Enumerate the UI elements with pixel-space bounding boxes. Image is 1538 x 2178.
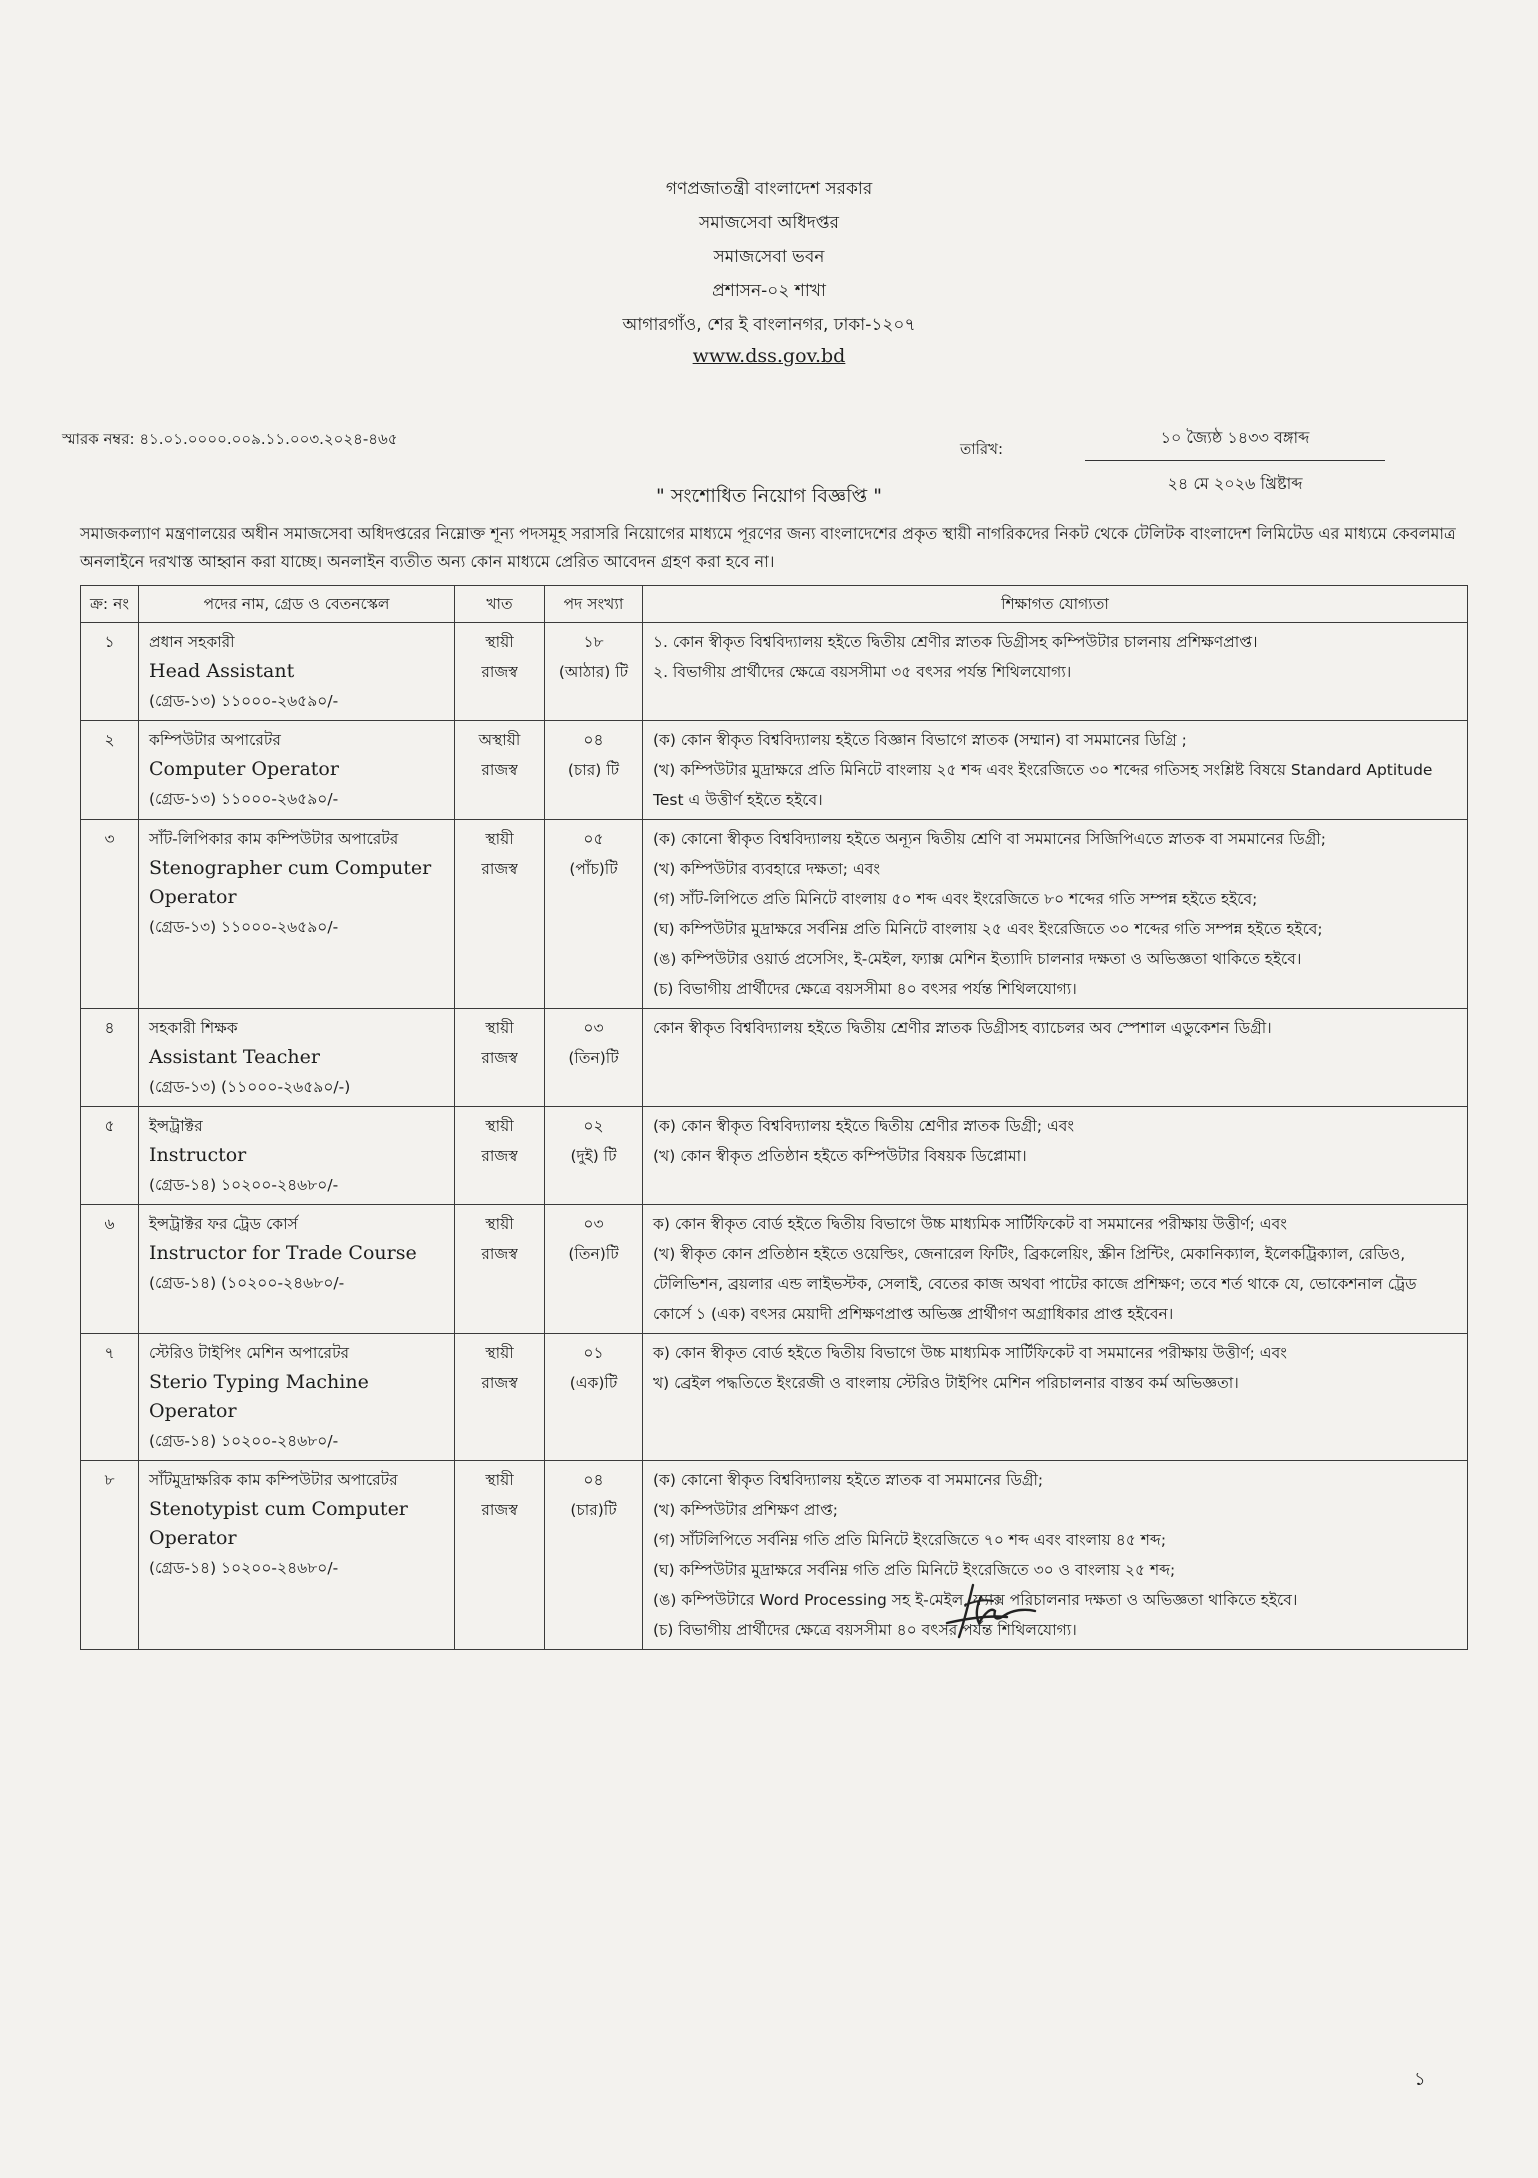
- post-name-english: Sterio Typing Machine Operator: [149, 1371, 369, 1422]
- post-name-bangla: সাঁটমুদ্রাক্ষরিক কাম কম্পিউটার অপারেটর: [149, 1471, 398, 1489]
- post-count-line: ০৩: [583, 1215, 604, 1233]
- budget-head-line: রাজস্ব: [481, 1501, 518, 1519]
- qualification-cell: [643, 1107, 1468, 1205]
- qualification-item: ২. বিভাগীয় প্রার্থীদের ক্ষেত্রে বয়সসীমা ৩৫ বৎসর পর্যন্ত শিথিলযোগ্য।: [653, 663, 1072, 681]
- qualification-item: (চ) বিভাগীয় প্রার্থীদের ক্ষেত্রে বয়সসীমা ৪০ বৎসর পর্যন্ত শিথিলযোগ্য।: [653, 980, 1077, 998]
- post-count-line: (চার)টি: [570, 1501, 617, 1519]
- budget-head-line: স্থায়ী: [485, 633, 514, 651]
- post-grade: (গ্রেড-১৩) ১১০০০-২৬৫৯০/-: [149, 790, 339, 808]
- qualification-item: (ঘ) কম্পিউটার মুদ্রাক্ষরে সর্বনিম্ন গতি প্রতি মিনিটে ইংরেজিতে ৩০ ও বাংলায় ২৫ শব্দ;: [653, 1561, 1176, 1579]
- budget-head-cell: [455, 623, 545, 721]
- qualification-item: (খ) কম্পিউটার মুদ্রাক্ষরে প্রতি মিনিটে বাংলায় ২৫ শব্দ এবং ইংরেজিতে ৩০ শব্দের গতিসহ সংশ্লিষ্ট বিষয়ে Standard Aptitude Test এ উত্তীর্ণ হইতে হইবে।: [653, 761, 1433, 809]
- budget-head-line: রাজস্ব: [481, 761, 518, 779]
- post-count-cell: [545, 1107, 643, 1205]
- notice-intro: সমাজকল্যাণ মন্ত্রণালয়ের অধীন সমাজসেবা অধিদপ্তরের নিম্নোক্ত শূন্য পদসমূহ সরাসরি নিয়োগের মাধ্যমে পূরণের জন্য বাংলাদেশের প্রকৃত স্থায়ী নাগরিকদের নিকট থেকে টেলিটক বাংলাদেশ লিমিটেড এর মাধ্যমে কেবলমাত্র অনলাইনে দরখাস্ত আহ্বান করা যাচ্ছে। অনলাইন ব্যতীত অন্য কোন মাধ্যমে প্রেরিত আবেদন গ্রহণ করা হবে না।: [80, 524, 1456, 571]
- table-row: [81, 1107, 1468, 1205]
- post-cell: [139, 820, 455, 1009]
- post-count-line: ০১: [583, 1344, 604, 1362]
- post-count-line: (পাঁচ)টি: [569, 860, 618, 878]
- post-count-line: ১৮: [583, 633, 604, 651]
- post-name-bangla: সাঁট-লিপিকার কাম কম্পিউটার অপারেটর: [149, 830, 399, 848]
- post-count-cell: [545, 1205, 643, 1334]
- qualification-item: ১. কোন স্বীকৃত বিশ্ববিদ্যালয় হইতে দ্বিতীয় শ্রেণীর স্নাতক ডিগ্রীসহ কম্পিউটার চালনায় প্রশিক্ষণপ্রাপ্ত।: [653, 633, 1258, 651]
- table-header-row: [81, 586, 1468, 623]
- budget-head-cell: [455, 1107, 545, 1205]
- serial-cell: ৪: [81, 1009, 139, 1107]
- post-cell: [139, 623, 455, 721]
- header-line-section: প্রশাসন-০২ শাখা: [712, 281, 826, 301]
- budget-head-cell: [455, 1461, 545, 1650]
- header-qualification: শিক্ষাগত যোগ্যতা: [643, 586, 1468, 623]
- post-grade: (গ্রেড-১৪) ১০২০০-২৪৬৮০/-: [149, 1559, 339, 1577]
- post-count-line: (এক)টি: [569, 1374, 618, 1392]
- qualification-item: ক) কোন স্বীকৃত বোর্ড হইতে দ্বিতীয় বিভাগে উচ্চ মাধ্যমিক সার্টিফিকেট বা সমমানের পরীক্ষায় উত্তীর্ণ; এবং: [653, 1344, 1287, 1362]
- qualification-item: (ঙ) কম্পিউটারে Word Processing সহ ই-মেইল, ফ্যাক্স পরিচালনার দক্ষতা ও অভিজ্ঞতা থাকিতে হইবে।: [653, 1591, 1298, 1609]
- qualification-item: খ) ব্রেইল পদ্ধতিতে ইংরেজী ও বাংলায় স্টেরিও টাইপিং মেশিন পরিচালনার বাস্তব কর্ম অভিজ্ঞতা।: [653, 1374, 1239, 1392]
- post-grade: (গ্রেড-১৪) ১০২০০-২৪৬৮০/-: [149, 1176, 339, 1194]
- vacancy-table: [80, 585, 1468, 1650]
- post-name-english: Computer Operator: [149, 758, 339, 780]
- budget-head-line: স্থায়ী: [485, 830, 514, 848]
- budget-head-line: অস্থায়ী: [478, 731, 521, 749]
- table-row: [81, 1205, 1468, 1334]
- budget-head-line: রাজস্ব: [481, 1374, 518, 1392]
- header-post: পদের নাম, গ্রেড ও বেতনস্কেল: [139, 586, 455, 623]
- budget-head-cell: [455, 721, 545, 820]
- post-count-line: ০৪: [583, 1471, 604, 1489]
- table-row: [81, 1334, 1468, 1461]
- budget-head-line: স্থায়ী: [485, 1471, 514, 1489]
- table-row: [81, 1461, 1468, 1650]
- budget-head-cell: [455, 820, 545, 1009]
- post-cell: [139, 1334, 455, 1461]
- serial-cell: ৭: [81, 1334, 139, 1461]
- post-count-line: ০৫: [583, 830, 604, 848]
- qualification-cell: [643, 820, 1468, 1009]
- qualification-item: (ঙ) কম্পিউটার ওয়ার্ড প্রসেসিং, ই-মেইল, ফ্যাক্স মেশিন ইত্যাদি চালনার দক্ষতা ও অভিজ্ঞতা থাকিতে হইবে।: [653, 950, 1302, 968]
- budget-head-line: রাজস্ব: [481, 1049, 518, 1067]
- post-count-line: ০২: [583, 1117, 604, 1135]
- post-grade: (গ্রেড-১৪) ১০২০০-২৪৬৮০/-: [149, 1432, 339, 1450]
- budget-head-line: স্থায়ী: [485, 1019, 514, 1037]
- post-name-english: Instructor: [149, 1144, 247, 1166]
- letterhead: [0, 172, 1538, 367]
- table-row: [81, 1009, 1468, 1107]
- post-cell: [139, 721, 455, 820]
- header-line-building: সমাজসেবা ভবন: [713, 247, 825, 267]
- qualification-item: (ক) কোন স্বীকৃত বিশ্ববিদ্যালয় হইতে দ্বিতীয় শ্রেণীর স্নাতক ডিগ্রী; এবং: [653, 1117, 1075, 1135]
- qualification-item: (গ) সাঁট-লিপিতে প্রতি মিনিটে বাংলায় ৫০ শব্দ এবং ইংরেজিতে ৮০ শব্দের গতি সম্পন্ন হইতে হইবে;: [653, 890, 1258, 908]
- qualification-item: (খ) কম্পিউটার ব্যবহারে দক্ষতা; এবং: [653, 860, 881, 878]
- notice-title: " সংশোধিত নিয়োগ বিজ্ঞপ্তি ": [656, 485, 882, 507]
- post-cell: [139, 1461, 455, 1650]
- budget-head-line: স্থায়ী: [485, 1344, 514, 1362]
- post-name-bangla: ইন্সট্রাক্টর ফর ট্রেড কোর্স: [149, 1215, 298, 1233]
- post-cell: [139, 1205, 455, 1334]
- qualification-item: (ক) কোনো স্বীকৃত বিশ্ববিদ্যালয় হইতে অন্যূন দ্বিতীয় শ্রেণি বা সমমানের সিজিপিএতে স্নাতক বা সমমানের ডিগ্রী;: [653, 830, 1326, 848]
- header-line-address: আগারগাঁও, শের ই বাংলানগর, ঢাকা-১২০৭: [622, 315, 916, 335]
- header-budget-head: খাত: [455, 586, 545, 623]
- qualification-cell: [643, 1334, 1468, 1461]
- budget-head-line: স্থায়ী: [485, 1117, 514, 1135]
- post-count-line: ০৪: [583, 731, 604, 749]
- budget-head-cell: [455, 1205, 545, 1334]
- post-count-line: ০৩: [583, 1019, 604, 1037]
- serial-cell: ৫: [81, 1107, 139, 1205]
- post-count-cell: [545, 1009, 643, 1107]
- post-name-bangla: ইন্সট্রাক্টর: [149, 1117, 203, 1135]
- table-row: [81, 820, 1468, 1009]
- post-count-line: (দুই) টি: [570, 1147, 617, 1165]
- qualification-item: (খ) কোন স্বীকৃত প্রতিষ্ঠান হইতে কম্পিউটার বিষয়ক ডিপ্লোমা।: [653, 1147, 1027, 1165]
- website-link[interactable]: www.dss.gov.bd: [692, 345, 846, 367]
- qualification-cell: [643, 721, 1468, 820]
- post-count-cell: [545, 1461, 643, 1650]
- post-name-english: Assistant Teacher: [149, 1046, 320, 1068]
- budget-head-cell: [455, 1009, 545, 1107]
- serial-cell: ৮: [81, 1461, 139, 1650]
- budget-head-line: স্থায়ী: [485, 1215, 514, 1233]
- post-grade: (গ্রেড-১৩) ১১০০০-২৬৫৯০/-: [149, 918, 339, 936]
- budget-head-cell: [455, 1334, 545, 1461]
- budget-head-line: রাজস্ব: [481, 1147, 518, 1165]
- qualification-item: (গ) সাঁটলিপিতে সর্বনিম্ন গতি প্রতি মিনিটে ইংরেজিতে ৭০ শব্দ এবং বাংলায় ৪৫ শব্দ;: [653, 1531, 1167, 1549]
- post-name-english: Head Assistant: [149, 660, 295, 682]
- post-count-line: (তিন)টি: [568, 1049, 619, 1067]
- post-grade: (গ্রেড-১৩) (১১০০০-২৬৫৯০/-): [149, 1078, 351, 1096]
- header-serial: ক্র: নং: [81, 586, 139, 623]
- serial-cell: ২: [81, 721, 139, 820]
- qualification-cell: [643, 1461, 1468, 1650]
- qualification-cell: [643, 1205, 1468, 1334]
- post-count-cell: [545, 820, 643, 1009]
- serial-cell: ৬: [81, 1205, 139, 1334]
- memo-number: স্মারক নম্বর: ৪১.০১.০০০০.০০৯.১১.০০৩.২০২৪-৪৬৫: [62, 430, 398, 448]
- post-cell: [139, 1009, 455, 1107]
- post-name-bangla: সহকারী শিক্ষক: [149, 1019, 238, 1037]
- post-count-cell: [545, 1334, 643, 1461]
- qualification-item: (খ) স্বীকৃত কোন প্রতিষ্ঠান হইতে ওয়েল্ডিং, জেনারেল ফিটিং, ব্রিকলেয়িং, স্ক্রীন প্রিন্টিং, মেকানিক্যাল, ইলেকট্রিক্যাল, রেডিও, টেলিভিশন, ব্রয়লার এন্ড লাইভস্টক, সেলাই, বেতের কাজ অথবা পাটের কাজে প্রশিক্ষণ; তবে শর্ত থাকে যে, ভোকেশনাল ট্রেড কোর্সে ১ (এক) বৎসর মেয়াদী প্রশিক্ষণপ্রাপ্ত অভিজ্ঞ প্রার্থীগণ অগ্রাধিকার প্রাপ্ত হইবেন।: [653, 1245, 1417, 1323]
- table-row: [81, 721, 1468, 820]
- post-name-bangla: প্রধান সহকারী: [149, 633, 235, 651]
- date-bangla: ১০ জ্যৈষ্ঠ ১৪৩৩ বঙ্গাব্দ: [1085, 425, 1385, 461]
- qualification-item: (চ) বিভাগীয় প্রার্থীদের ক্ষেত্রে বয়সসীমা ৪০ বৎসর পর্যন্ত শিথিলযোগ্য।: [653, 1621, 1077, 1639]
- serial-cell: ৩: [81, 820, 139, 1009]
- post-name-english: Stenotypist cum Computer Operator: [149, 1498, 408, 1549]
- qualification-item: (ঘ) কম্পিউটার মুদ্রাক্ষরে সর্বনিম্ন প্রতি মিনিটে বাংলায় ২৫ এবং ইংরেজিতে ৩০ শব্দের গতি সম্পন্ন হইতে হইবে;: [653, 920, 1323, 938]
- signature: [935, 1575, 1045, 1645]
- post-count-cell: [545, 721, 643, 820]
- post-name-english: Instructor for Trade Course: [149, 1242, 417, 1264]
- post-name-bangla: কম্পিউটার অপারেটর: [149, 731, 281, 749]
- post-grade: (গ্রেড-১৩) ১১০০০-২৬৫৯০/-: [149, 692, 339, 710]
- qualification-item: ক) কোন স্বীকৃত বোর্ড হইতে দ্বিতীয় বিভাগে উচ্চ মাধ্যমিক সার্টিফিকেট বা সমমানের পরীক্ষায় উত্তীর্ণ; এবং: [653, 1215, 1287, 1233]
- post-count-cell: [545, 623, 643, 721]
- date-label: তারিখ:: [960, 440, 1004, 458]
- qualification-item: (ক) কোনো স্বীকৃত বিশ্ববিদ্যালয় হইতে স্নাতক বা সমমানের ডিগ্রী;: [653, 1471, 1044, 1489]
- table-row: [81, 623, 1468, 721]
- qualification-cell: [643, 623, 1468, 721]
- budget-head-line: রাজস্ব: [481, 663, 518, 681]
- post-cell: [139, 1107, 455, 1205]
- qualification-item: কোন স্বীকৃত বিশ্ববিদ্যালয় হইতে দ্বিতীয় শ্রেণীর স্নাতক ডিগ্রীসহ ব্যাচেলর অব স্পেশাল এডুকেশন ডিগ্রী।: [653, 1019, 1272, 1037]
- serial-cell: ১: [81, 623, 139, 721]
- budget-head-line: রাজস্ব: [481, 1245, 518, 1263]
- qualification-item: (ক) কোন স্বীকৃত বিশ্ববিদ্যালয় হইতে বিজ্ঞান বিভাগে স্নাতক (সম্মান) বা সমমানের ডিগ্রি ;: [653, 731, 1187, 749]
- post-count-line: (আঠার) টি: [558, 663, 629, 681]
- post-count-line: (তিন)টি: [568, 1245, 619, 1263]
- header-line-department: সমাজসেবা অধিদপ্তর: [698, 213, 840, 233]
- post-name-english: Stenographer cum Computer Operator: [149, 857, 432, 908]
- header-line-government: গণপ্রজাতন্ত্রী বাংলাদেশ সরকার: [665, 179, 873, 199]
- post-name-bangla: স্টেরিও টাইপিং মেশিন অপারেটর: [149, 1344, 350, 1362]
- page-number: ১: [1414, 2069, 1426, 2090]
- qualification-item: (খ) কম্পিউটার প্রশিক্ষণ প্রাপ্ত;: [653, 1501, 838, 1519]
- header-post-count: পদ সংখ্যা: [545, 586, 643, 623]
- post-grade: (গ্রেড-১৪) (১০২০০-২৪৬৮০/-: [149, 1274, 345, 1292]
- vacancy-rows: [81, 623, 1468, 1650]
- budget-head-line: রাজস্ব: [481, 860, 518, 878]
- qualification-cell: [643, 1009, 1468, 1107]
- post-count-line: (চার) টি: [567, 761, 620, 779]
- date-english: ২৪ মে ২০২৬ খ্রিষ্টাব্দ: [1167, 474, 1303, 493]
